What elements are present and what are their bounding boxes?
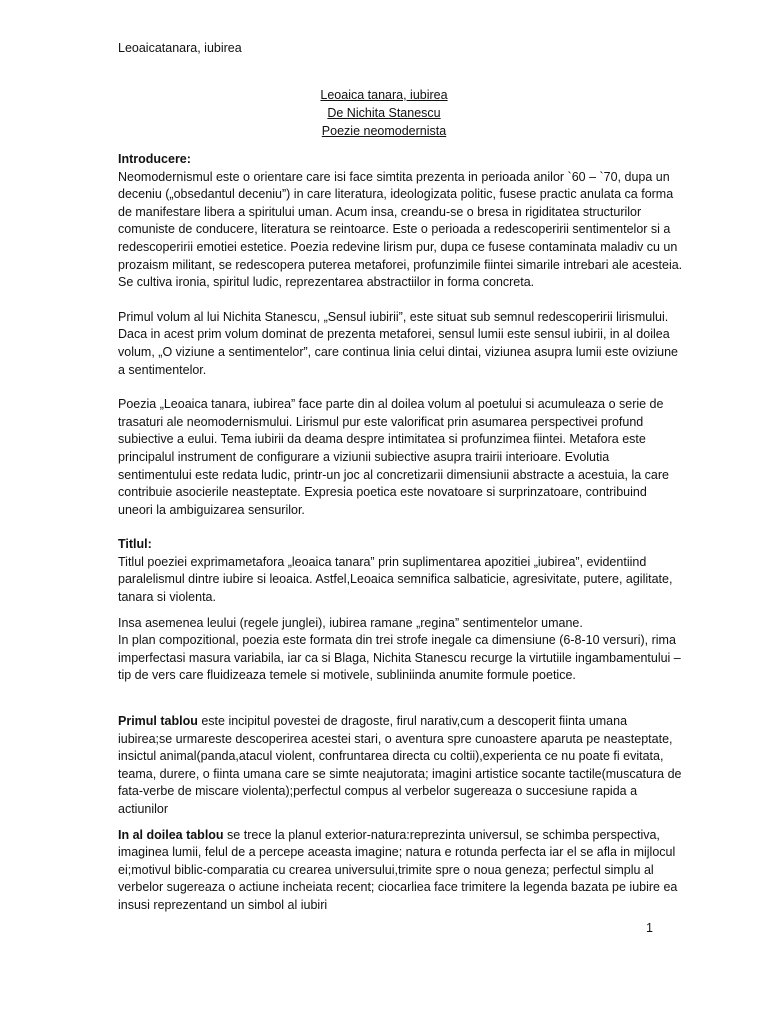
paragraph-intro-3 [118,396,684,519]
paragraph-intro-2 [118,309,684,379]
paragraph-text: Primul volum al lui Nichita Stanescu, „Sensul iubirii”, este situat sub semnul redescoperirii lirismului. Daca in acest prim volum dominat de prezenta metaforei, sensul lumii este sensul iubirii, in al doilea volum, „O viziune a sentimentelor”, care continua linia celui dintai, viziunea asupra lumii este oviziune a sentimentelor. [118,309,678,377]
paragraph-tablou-2 [118,827,684,915]
paragraph-text: Insa asemenea leului (regele junglei), iubirea ramane „regina” sentimentelor umane. [118,615,583,630]
paragraph-text: Titlul poeziei exprimametafora „leoaica tanara” prin suplimentarea apozitiei „iubirea”, evidentiind paralelismul dintre iubire si leoaica. Astfel,Leoaica semnifica salbaticie, agresivitate, putere, agilitate, tanara si violenta. [118,554,673,605]
paragraph-text: se trece la planul exterior-natura:reprezinta universul, se schimba perspectiva, imaginea lumii, felul de a percepe aceasta imagine; natura e rotunda perfecta iar el se afla in mijlocul ei;motivul biblic-comparatia cu crearea universului,trimite spre o noua geneza; perfectul simplu al verbelor sugereaza o actiune incheiata recent; ciocarliea face trimitere la legenda bazata pe iubire ea insusi reprezentand un simbol al iubiri [118,827,678,912]
paragraph-text: In plan compozitional, poezia este formata din trei strofe inegale ca dimensiune (6-8-10 versuri), rima imperfectasi masura variabila, iar ca si Blaga, Nichita Stanescu recurge la virtutiile ingambamentului – tip de vers care fluidizeaza temele si motivele, subliniinda anumite formule poetice. [118,633,681,683]
title-block [0,86,768,140]
paragraph-intro-1 [118,169,684,292]
poem-author: De Nichita Stanescu [327,106,441,120]
running-header: Leoaicatanara, iubirea [118,41,242,55]
paragraph-titlul-3 [118,632,684,685]
paragraph-text: Neomodernismul este o orientare care isi face simtita prezenta in perioada anilor `60 – `70, dupa un deceniu („obsedantul deceniu”) in care literatura, ideologizata politic, fusese practic anulata ca forma de manifestare libera a spiritului uman. Acum insa, creandu-se o bresa in rigiditatea structurilor comuniste de conducere, literatura se reintoarce. Este o perioada a redescoperirii sentimentelor si a redescoperirii emotiei estetice. Poezia redevine lirism pur, dupa ce fusese contaminata maladiv cu un prozaism militant, se redescopera puterea metaforei, profunzimile fiintei simarile intrebari ale acesteia. Se cultiva ironia, spiritul ludic, reprezentarea abstractiilor in forma concreta. [118,169,683,290]
tablou-2-lead: In al doilea tablou [118,827,224,842]
paragraph-text: Poezia „Leoaica tanara, iubirea” face parte din al doilea volum al poetului si acumuleaza o serie de trasaturi ale neomodernismului. Lirismul pur este valorificat prin asumarea perspectivei profund subiective a eului. Tema iubirii da deama despre intimitatea si profunzimea fiintei. Metafora este principalul instrument de configurare a viziunii subiective asupra trairii interioare. Evolutia sentimentului este redata ludic, printr-un joc al concretizarii dimensiunii abstracte a acestuia, la care contribuie asocierile neasteptate. Expresia poetica este novatoare si surprinzatoare, contribuind uneori la ambiguizarea sensurilor. [118,397,669,517]
poem-title: Leoaica tanara, iubirea [320,88,448,102]
document-body [118,151,684,915]
section-heading-titlul: Titlul: [118,537,152,552]
page-number: 1 [646,921,653,935]
section-heading-introducere: Introducere: [118,152,191,166]
paragraph-titlul-2 [118,615,684,633]
tablou-1-lead: Primul tablou [118,714,198,729]
paragraph-titlul-1 [118,554,684,607]
poem-genre: Poezie neomodernista [321,124,447,138]
paragraph-tablou-1 [118,713,684,819]
paragraph-text: este incipitul povestei de dragoste, firul narativ,cum a descoperit fiinta umana iubirea;se urmareste descoperirea acestei stari, o aventura spre cunoastere aparuta pe neasteptate, insictul animal(panda,atacul violent, confruntarea directa cu coltii),experienta ce nu poate fi evitata, teama, durere, o fiinta umana care se simte neajutorata; imagini artistice socante tactile(muscatura de fata-verbe de miscare violenta);perfectul compus al verbelor sugereaza o succesiune rapida a actiunilor [118,714,682,816]
